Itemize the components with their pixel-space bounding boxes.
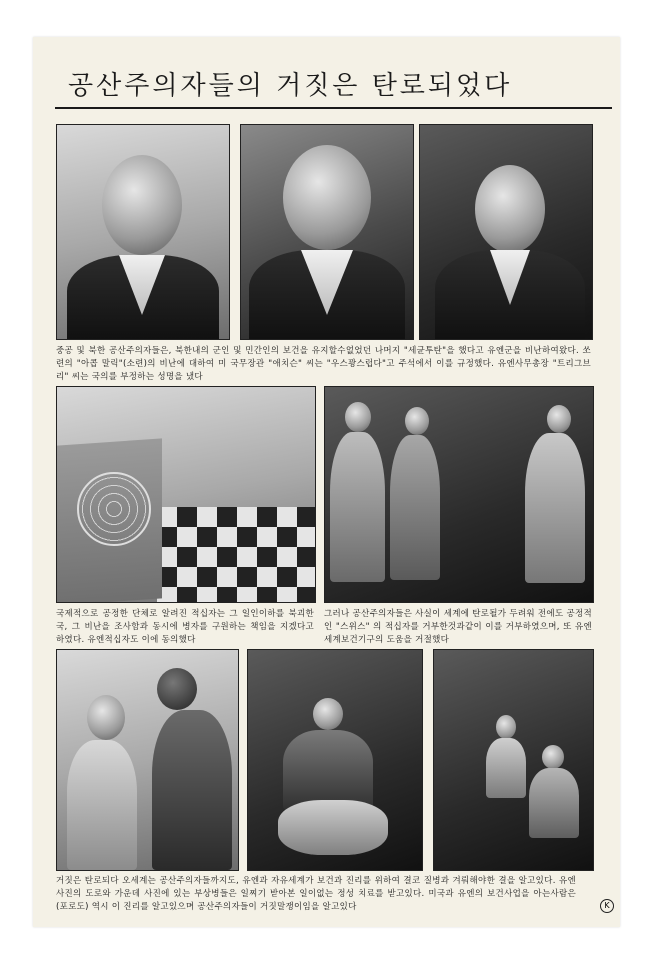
hospital-photo (56, 386, 316, 603)
field-hut-photo (433, 649, 594, 871)
officials-jeep-photo (324, 386, 594, 603)
caption-bottom: 거짓은 탄로되다 오세계는 공산주의자들까지도, 유엔과 자유세계가 보건과 진리를 위하여 결코 질병과 겨뤄해야한 결을 알고있다. 유엔 사진의 도로와 가운데 사진에 있는 부상병들은 일찌기 받아본 일이없는 정성 치료를 받고있다. 미국과 유엔의 보건사업을 아는사람은 (포로도) 역시 이 진리를 알고있으며 공산주의자들이 거짓말쟁이임을 알고있다 (56, 876, 576, 912)
leaflet-mark: K (600, 899, 614, 913)
medics-treatment-photo (247, 649, 423, 871)
caption-middle-left: 국제적으로 공정한 단체로 알려진 적십자는 그 일인이하를 북괴한국, 그 비난을 조사함과 동시에 병자를 구원하는 책임을 지겠다고 하였다. 유엔적십자도 이에 동의했다 (56, 609, 314, 645)
caption-middle-right: 그러나 공산주의자들은 사실이 세계에 탄로될가 두려워 전에도 공정적인 "스위스" 의 적십자를 거부한것과같이 이를 거부하였으며, 또 유엔세계보건기구의 도움을 거절했다 (324, 609, 592, 645)
prisoner-inspection-photo (56, 649, 239, 871)
page-title: 공산주의자들의 거짓은 탄로되었다 (68, 71, 513, 101)
portrait-photo-3 (419, 124, 593, 340)
leaflet-sheet (33, 37, 620, 927)
title-rule (55, 107, 612, 109)
portrait-photo-1 (56, 124, 230, 340)
portrait-photo-2 (240, 124, 414, 340)
caption-top: 중공 및 북한 공산주의자들은, 북한내의 군인 및 민간인의 보건을 유지할수없었던 나머지 "세균투탄"을 했다고 유엔군을 비난하여왔다. 쏘련의 "아콥 말릭"(소련)의 비난에 대하여 미 국무장관 "애치슨" 씨는 "우스꽝스럽다"고 주석에서 이를 규정했다. 유엔사무총장 "트리그브 리" 씨는 국의를 부정하는 성명을 냈다 (56, 346, 591, 382)
